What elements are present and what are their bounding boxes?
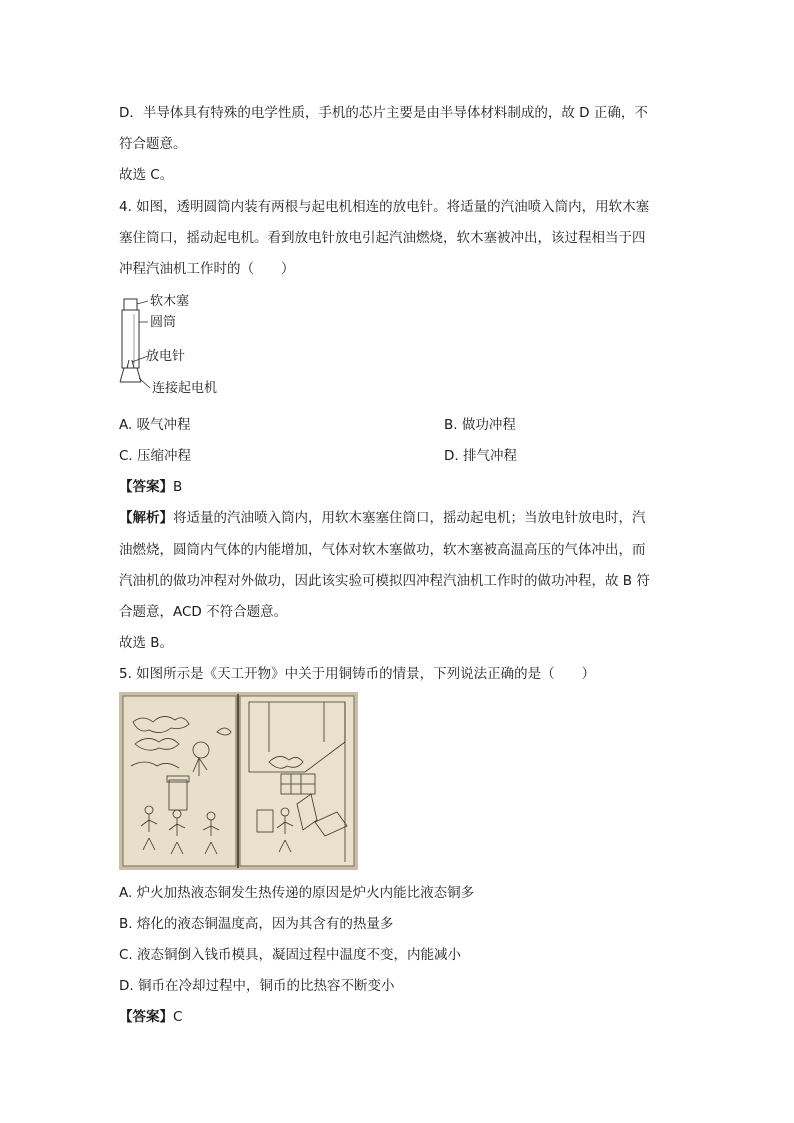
q3-option-d-line2: 符合题意。 [119,136,187,152]
answer-tag: 【答案】 [119,479,173,495]
cork-shape [124,299,137,311]
q5-book-illustration [119,692,358,870]
q5-option-b: B. 熔化的液态铜温度高，因为其含有的热量多 [119,916,394,932]
label-needle: 放电针 [146,349,186,364]
right-page [240,696,354,866]
label-cylinder: 圆筒 [150,315,177,330]
q4-option-d: D. 排气冲程 [444,448,517,464]
left-page [123,696,236,866]
q4-option-a: A. 吸气冲程 [119,417,191,433]
q5-stem: 5. 如图所示是《天工开物》中关于用铜铸币的情景，下列说法正确的是（ ） [119,666,596,682]
q4-cylinder-figure [112,292,242,402]
label-cork: 软木塞 [150,294,190,309]
q4-conclusion: 故选 B。 [119,635,174,651]
q4-analysis-line2: 油燃烧，圆筒内气体的内能增加，气体对软木塞做功，软木塞被高温高压的气体冲出，而 [119,542,646,558]
q4-answer [119,478,182,496]
q5-option-c: C. 液态铜倒入钱币模具，凝固过程中温度不变，内能减小 [119,947,462,963]
analysis-text: 将适量的汽油喷入筒内，用软木塞塞住筒口，摇动起电机；当放电针放电时，汽 [173,510,646,526]
base-shape [120,368,141,382]
q3-option-d-line1: D．半导体具有特殊的电学性质，手机的芯片主要是由半导体材料制成的，故 D 正确，不 [119,105,648,121]
q5-option-a: A. 炉火加热液态铜发生热传递的原因是炉火内能比液态铜多 [119,885,475,901]
leader-cork [137,301,148,304]
answer-tag: 【答案】 [119,1009,173,1025]
cylinder-shape [122,310,139,368]
analysis-tag: 【解析】 [119,510,173,526]
book-illustration-image [119,692,358,870]
q4-option-b: B. 做功冲程 [444,417,516,433]
answer-value: C [173,1009,183,1025]
label-connect: 连接起电机 [152,381,218,396]
q4-stem-line1: 4. 如图，透明圆筒内装有两根与起电机相连的放电针。将适量的汽油喷入筒内，用软木塞 [119,199,650,215]
answer-value: B [173,479,183,495]
q4-option-c: C. 压缩冲程 [119,448,192,464]
q4-analysis-line1 [119,509,646,527]
q4-stem-line3: 冲程汽油机工作时的（ ） [119,261,295,277]
q4-stem-line2: 塞住筒口，摇动起电机。看到放电针放电引起汽油燃烧，软木塞被冲出，该过程相当于四 [119,230,646,246]
q4-analysis-line4: 合题意，ACD 不符合题意。 [119,604,288,620]
q3-conclusion: 故选 C。 [119,167,174,183]
q5-answer [119,1008,182,1026]
q5-option-d: D. 铜币在冷却过程中，铜币的比热容不断变小 [119,978,395,994]
q4-analysis-line3: 汽油机的做功冲程对外做功，因此该实验可模拟四冲程汽油机工作时的做功冲程，故 B 符 [119,573,650,589]
leader-connect [139,378,150,388]
